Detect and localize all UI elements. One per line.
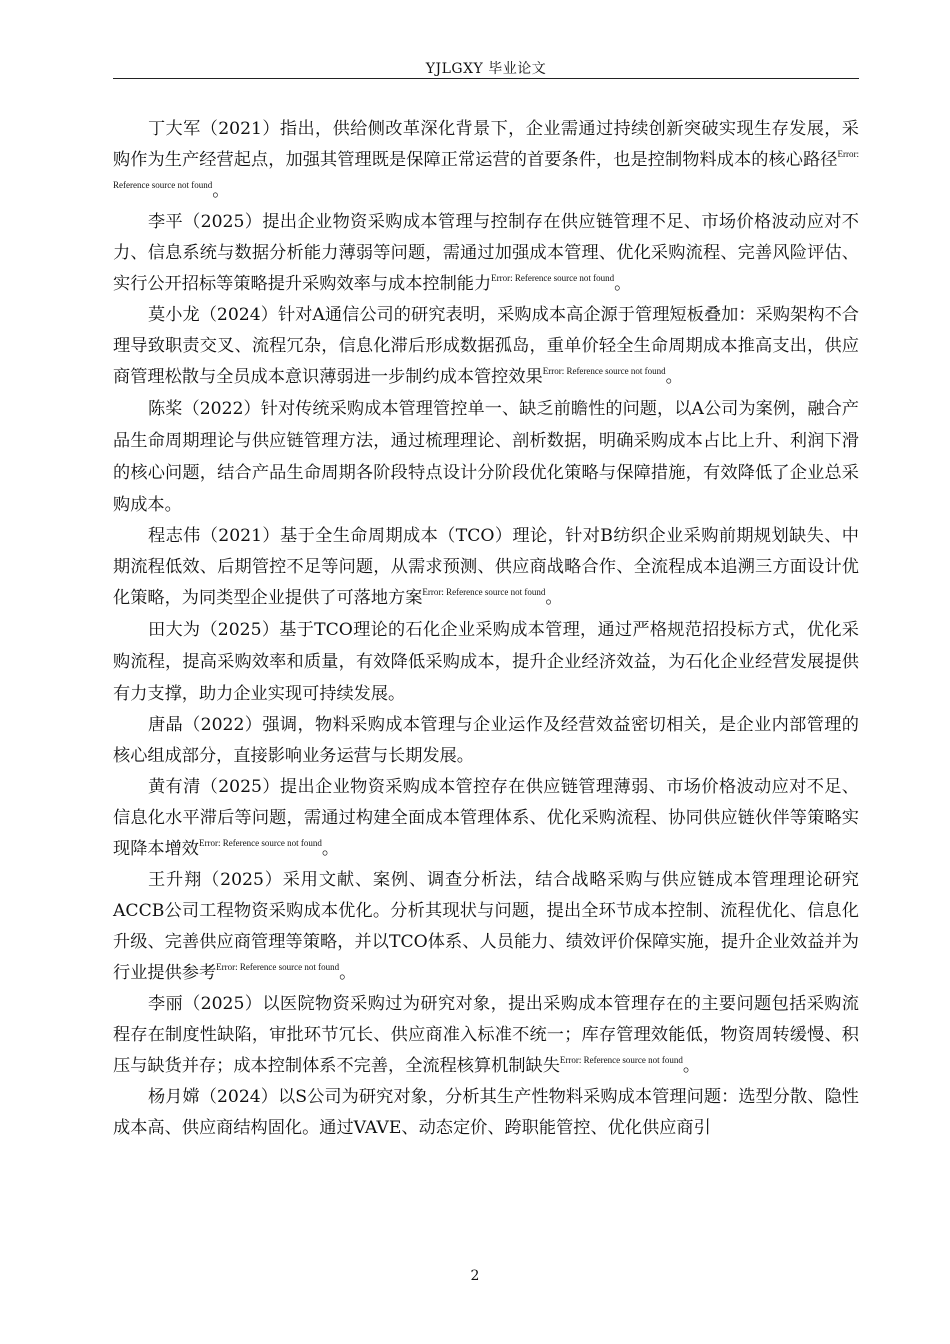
paragraph-end: 。 xyxy=(665,367,683,387)
paragraph-li-ping xyxy=(113,207,859,300)
header-rule xyxy=(113,78,859,79)
paragraph-text: 陈桨（2022）针对传统采购成本管理管控单一、缺乏前瞻性的问题，以A公司为案例，融合产品生命周期理论与供应链管理方法，通过梳理理论、剖析数据，明确采购成本占比上升、利润下滑的核心问题，结合产品生命周期各阶段特点设计分阶段优化策略与保障措施，有效降低了企业总采购成本。 xyxy=(113,399,859,515)
running-header: YJLGXY 毕业论文 xyxy=(425,61,547,77)
paragraph-text: 李丽（2025）以医院物资采购过为研究对象，提出采购成本管理存在的主要问题包括采购流程存在制度性缺陷，审批环节冗长、供应商准入标准不统一；库存管理效能低，物资周转缓慢、积压与缺货并存；成本控制体系不完善，全流程核算机制缺失 xyxy=(113,994,859,1076)
paragraph-tian-dawei xyxy=(113,614,859,710)
paragraph-yang-yuechang xyxy=(113,1082,859,1144)
paragraph-li-li xyxy=(113,989,859,1082)
paragraph-end: 。 xyxy=(321,839,340,859)
paragraph-wang-shengxiang xyxy=(113,865,859,989)
document-body xyxy=(113,114,859,1144)
paragraph-text: 黄有清（2025）提出企业物资采购成本管控存在供应链管理薄弱、市场价格波动应对不足、信息化水平滞后等问题，需通过构建全面成本管理体系、优化采购流程、协同供应链伙伴等策略实现降本增效 xyxy=(113,777,859,859)
reference-error[interactable]: Error: Reference source not found xyxy=(542,366,666,376)
reference-error[interactable]: Error: Reference source not found xyxy=(113,149,859,190)
paragraph-text: 丁大军（2021）指出，供给侧改革深化背景下，企业需通过持续创新突破实现生存发展，采购作为生产经营起点，加强其管理既是保障正常运营的首要条件，也是控制物料成本的核心路径 xyxy=(113,119,859,170)
paragraph-text: 杨月嫦（2024）以S公司为研究对象，分析其生产性物料采购成本管理问题：选型分散、隐性成本高、供应商结构固化。通过VAVE、动态定价、跨职能管控、优化供应商引 xyxy=(113,1087,859,1138)
reference-error[interactable]: Error: Reference source not found xyxy=(198,838,322,848)
paragraph-text: 唐晶（2022）强调，物料采购成本管理与企业运作及经营效益密切相关，是企业内部管理的核心组成部分，直接影响业务运营与长期发展。 xyxy=(113,715,859,766)
paragraph-mo-xiaolong xyxy=(113,300,859,393)
reference-error[interactable]: Error: Reference source not found xyxy=(422,587,546,597)
paragraph-ding-dajun xyxy=(113,114,859,207)
paragraph-text: 王升翔（2025）采用文献、案例、调查分析法，结合战略采购与供应链成本管理理论研究ACCB公司工程物资采购成本优化。分析其现状与问题，提出全环节成本控制、流程优化、信息化升级、完善供应商管理等策略，并以TCO体系、人员能力、绩效评价保障实施，提升企业效益并为行业提供参考 xyxy=(113,870,859,983)
paragraph-text: 莫小龙（2024）针对A通信公司的研究表明，采购成本高企源于管理短板叠加：采购架构不合理导致职责交叉、流程冗杂，信息化滞后形成数据孤岛，重单价轻全生命周期成本推高支出，供应商管理松散与全员成本意识薄弱进一步制约成本管控效果 xyxy=(113,305,859,387)
paragraph-chen-jiang xyxy=(113,393,859,521)
paragraph-end: 。 xyxy=(339,963,357,983)
reference-error[interactable]: Error: Reference source not found xyxy=(559,1055,683,1065)
paragraph-huang-youqing xyxy=(113,772,859,865)
paragraph-end: 。 xyxy=(614,274,632,294)
reference-error[interactable]: Error: Reference source not found xyxy=(491,273,615,283)
paragraph-end: 。 xyxy=(682,1056,701,1076)
paragraph-end: 。 xyxy=(545,588,563,608)
paragraph-end: 。 xyxy=(212,181,230,201)
paragraph-tang-jing xyxy=(113,710,859,772)
reference-error[interactable]: Error: Reference source not found xyxy=(216,962,340,972)
paragraph-text: 程志伟（2021）基于全生命周期成本（TCO）理论，针对B纺织企业采购前期规划缺失、中期流程低效、后期管控不足等问题，从需求预测、供应商战略合作、全流程成本追溯三方面设计优化策略，为同类型企业提供了可落地方案 xyxy=(113,526,859,608)
paragraph-text: 田大为（2025）基于TCO理论的石化企业采购成本管理，通过严格规范招投标方式，优化采购流程，提高采购效率和质量，有效降低采购成本，提升企业经济效益，为石化企业经营发展提供有力支撑，助力企业实现可持续发展。 xyxy=(113,620,859,704)
paragraph-text: 李平（2025）提出企业物资采购成本管理与控制存在供应链管理不足、市场价格波动应对不力、信息系统与数据分析能力薄弱等问题，需通过加强成本管理、优化采购流程、完善风险评估、实行公开招标等策略提升采购效率与成本控制能力 xyxy=(113,212,859,294)
paragraph-cheng-zhiwei xyxy=(113,521,859,614)
page-number: 2 xyxy=(470,1268,480,1284)
